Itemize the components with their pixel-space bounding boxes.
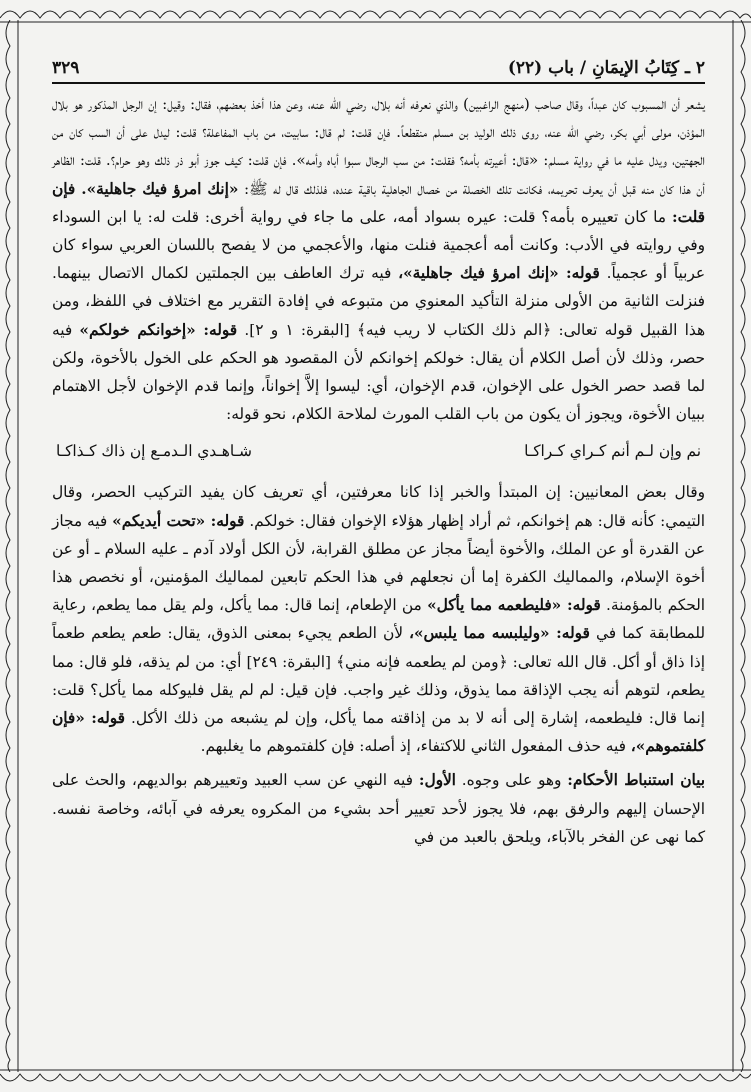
verse-second-hemistich: شـاهـدي الـدمـع إن ذاك كـذاكـا: [56, 442, 252, 461]
running-header: [52, 56, 705, 80]
bold-run: قوله: «فليطعمه مما يأكل»: [427, 596, 601, 615]
paragraph-3: [52, 766, 705, 851]
bold-run: بيان استنباط الأحكام:: [567, 771, 705, 790]
bold-run: قوله: «تحت أيديكم»: [112, 511, 245, 530]
left-ornamental-border-icon: [0, 20, 24, 1072]
text-run: ما كان تعييره بأمه؟ قلت: عيره بسواد أمه، على ما جاء في رواية أخرى: قلت له: يا ابن السوداء وفي روايته في الأدب: وكانت أمه أعجمية فنلت منها، والأعجمي من لا يفصح باللسان العربي سواء كان عربياً أو عجمياً.: [52, 207, 705, 283]
bold-run: قوله: «إنك امرؤ فيك جاهلية»،: [398, 264, 600, 283]
bold-run: قوله: «وليلبسه مما يلبس»،: [409, 624, 590, 643]
bottom-ornamental-border-icon: [0, 1066, 751, 1092]
text-run: وهو على وجوه.: [455, 771, 568, 790]
header-rule: [52, 82, 705, 84]
verse-first-hemistich: نم وإن لـم أنم كـراي كـراكـا: [524, 442, 701, 461]
text-run: فيه مجاز عن القدرة أو عن الملك، والأخوة أيضاً مجاز عن مطلق القرابة، لأن الكل أولاد آدم ـ عليه السلام ـ أو عن أخوة الإسلام، والمماليك الكفرة إما أن نجعلهم في هذا الحكم تابعين لمماليك المؤمنين، أو نخصص هذا الحكم بالمؤمنة.: [52, 511, 705, 615]
text-run: من الإطعام، إنما قال: مما يأكل، ولم يقل مما يطعم، رعاية للمطابقة كما في: [52, 596, 705, 643]
book-section-title: ٢ ـ كِتَابُ الإيمَانِ / باب (٢٢): [507, 58, 705, 78]
paragraph-1: [52, 90, 705, 428]
right-ornamental-border-icon: [727, 20, 751, 1072]
top-ornamental-border-icon: [0, 0, 751, 26]
bold-run: الأول:: [418, 771, 456, 790]
bold-run: «إنك امرؤ فيك جاهلية». فإن قلت:: [52, 179, 705, 226]
text-run: فيه النهي عن سب العبيد وتعييرهم بوالديهم، والحث على الإحسان إليهم والرفق بهم، فلا يجوز لأحد تعيير أحد بشيء من المكروه يعرفه في آبائه، وخاصة نفسه. كما نهى عن الفخر بالآباء، ويلحق بالعبد من في: [52, 771, 705, 846]
bold-run: قوله: «فإن كلفتموهم»،: [52, 709, 705, 756]
poetry-verse: [56, 436, 701, 466]
text-run: فيه حصر، وذلك لأن أصل الكلام أن يقال: خولكم إخوانكم لأن المقصود هو الحكم على الخول بالأخوة، ولكن لما قصد حصر الخول على الإخوان، قدم الإخوان، أي: ليسوا إلاَّ إخواناً، وإنما قدم الإخوان لأجل الاهتمام ببيان الأخوة، ويجوز أن يكون من باب القلب المورث لملاحة الكلام، نحو قوله:: [52, 320, 705, 424]
book-page: [52, 56, 705, 1060]
text-run: وقال بعض المعانيين: إن المبتدأ والخبر إذا كانا معرفتين، أي تعريف كان يفيد التركيب الحصر، وقال التيمي: كأنه قال: هم إخوانكم، ثم أراد إظهار هؤلاء الإخوان فقال: خولكم.: [52, 483, 705, 530]
paragraph-2: [52, 478, 705, 760]
page-number: ٣٢٩: [52, 58, 80, 78]
text-run: فيه حذف المفعول الثاني للاكتفاء، إذ أصله: فإن كلفتموهم ما يغلبهم.: [200, 737, 631, 756]
text-run: لأن الطعم يجيء بمعنى الذوق، يقال: طعم يطعم طعماً إذا ذاق أو أكل. قال الله تعالى: ﴿ومن لم يطعمه فإنه مني﴾ [البقرة: ٢٤٩] أي: من لم يذقه، فلو قال: مما يطعم، لتوهم أنه يجب الإذاقة مما يذوق، وذلك غير واجب. فإن قيل: لم لم يقل فليوكله مما يأكل؟ قلت: إنما قال: فليطعمه، إشارة إلى أنه لا بد من إذاقته مما يأكل، وإن لم يشبعه من ذلك الأكل.: [52, 624, 705, 728]
text-run: فيه ترك العاطف بين الجملتين لكمال الاتصال بينهما. فنزلت الثانية من الأولى منزلة التأكيد المعنوي من متبوعه في إفادة التقرير مع اختلاف في اللفظ، ومن هذا القبيل قوله تعالى: ﴿الم ذلك الكتاب لا ريب فيه﴾ [البقرة: ١ و ٢].: [52, 264, 706, 339]
text-run: يشعر أن المسبوب كان عبداً، وقال صاحب (منهج الراغبين) والذي نعرفه أنه بلال، رضي الله عنه، وعن هذا أخذ بعضهم، فقال: وقيل: إن الرجل المذكور هو بلال المؤذن، مولى أبي بكر، رضي الله عنه، روى ذلك الوليد بن مسلم منقطعاً. فإن قلت: لم قال: سابيت، من باب المفاعلة؟ قلت: ليدل على أن السب كان من الجهتين، ويدل عليه ما في رواية مسلم: «قال: أعيرته بأمه؟ فقلت: من سب الرجال سبوا أباه وأمه». فإن قلت: كيف جوز أبو ذر ذلك وهو حرام؟. قلت: الظاهر أن هذا كان منه قبل أن يعرف تحريمه، فكانت تلك الخصلة من خصال الجاهلية باقية عنده، فلذلك قال له ﷺ:: [52, 95, 705, 198]
bold-run: قوله: «إخوانكم خولكم»: [79, 320, 238, 339]
